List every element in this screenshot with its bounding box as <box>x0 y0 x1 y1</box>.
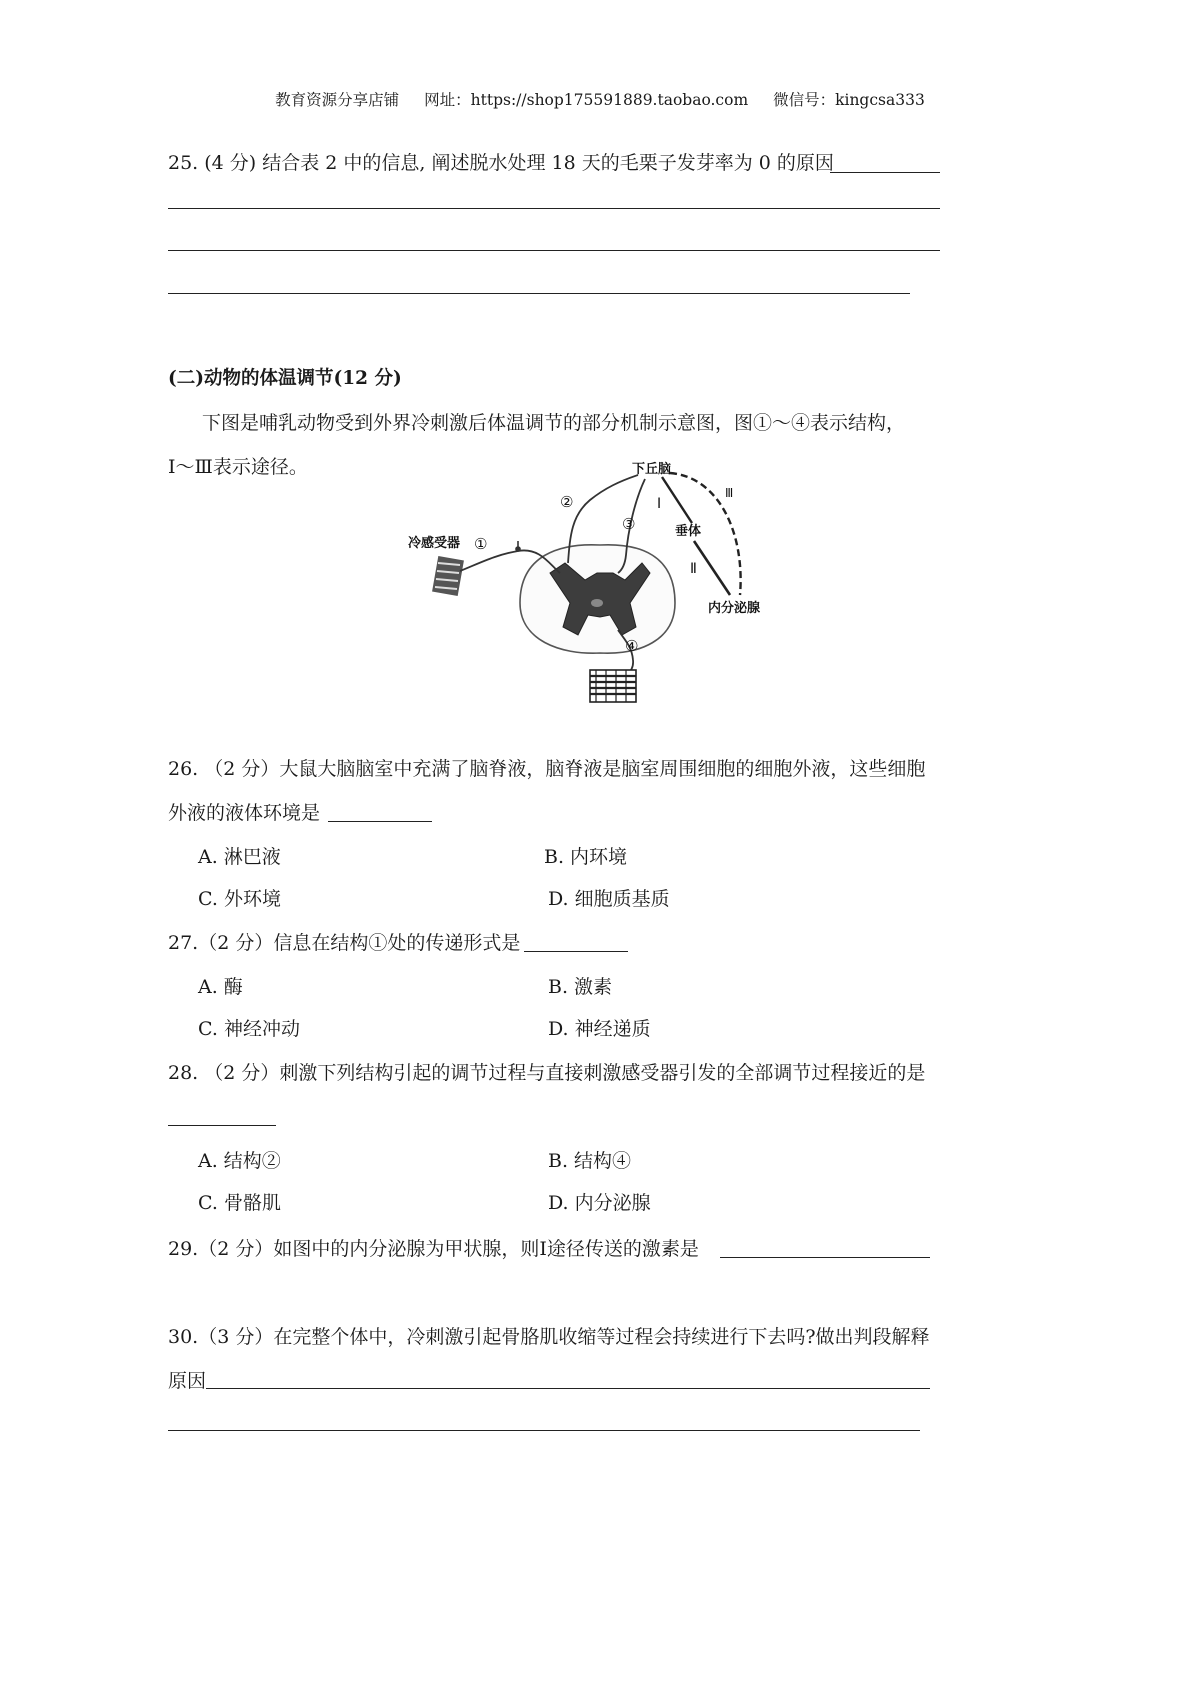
skeletal-muscle <box>590 670 636 702</box>
section-intro-line2: Ⅰ～Ⅲ表示途径。 <box>168 456 308 478</box>
cold-receptor <box>432 556 464 596</box>
option-b[interactable]: B. 结构④ <box>548 1150 632 1172</box>
header-wechat: 微信号：kingcsa333 <box>773 91 925 109</box>
answer-line[interactable] <box>206 1388 930 1389</box>
option-b[interactable]: B. 激素 <box>548 976 613 998</box>
option-a[interactable]: A. 结构② <box>198 1150 281 1172</box>
label-n3: ③ <box>622 515 636 533</box>
option-d[interactable]: D. 内分泌腺 <box>548 1192 651 1214</box>
answer-line[interactable] <box>168 1125 276 1126</box>
answer-line[interactable] <box>168 250 940 251</box>
label-r2: Ⅱ <box>690 561 697 577</box>
label-pituitary: 垂体 <box>675 524 702 539</box>
thermoregulation-diagram <box>400 455 800 715</box>
question-26: 26. （2 分）大鼠大脑脑室中充满了脑脊液，脑脊液是脑室周围细胞的细胞外液，这些细胞 <box>168 758 926 780</box>
header-site: 网址：https://shop175591889.taobao.com <box>424 91 749 109</box>
option-a[interactable]: A. 酶 <box>198 976 243 998</box>
label-r3: Ⅲ <box>725 486 734 500</box>
option-d[interactable]: D. 神经递质 <box>548 1018 651 1040</box>
pathway-2 <box>694 541 730 595</box>
option-c[interactable]: C. 骨骼肌 <box>198 1192 281 1214</box>
answer-line[interactable] <box>524 951 628 952</box>
question-29: 29.（2 分）如图中的内分泌腺为甲状腺，则Ⅰ途径传送的激素是 <box>168 1238 699 1260</box>
option-a[interactable]: A. 淋巴液 <box>198 846 281 868</box>
label-n1: ① <box>474 535 488 553</box>
answer-line[interactable] <box>720 1257 930 1258</box>
question-25: 25. (4 分) 结合表 2 中的信息, 阐述脱水处理 18 天的毛栗子发芽率为 0 的原因 <box>168 152 834 174</box>
answer-line[interactable] <box>168 293 910 294</box>
label-hypothalamus: 下丘脑 <box>632 462 672 477</box>
answer-line[interactable] <box>328 821 432 822</box>
page-header <box>0 88 1200 110</box>
question-30: 30.（3 分）在完整个体中，冷刺激引起骨胳肌收缩等过程会持续进行下去吗?做出判段解释 <box>168 1326 930 1348</box>
question-30-line2: 原因 <box>168 1370 207 1392</box>
question-27: 27.（2 分）信息在结构①处的传递形式是 <box>168 932 521 954</box>
label-n4: ④ <box>625 637 639 655</box>
answer-line[interactable] <box>168 1430 920 1431</box>
label-receptor: 冷感受器 <box>408 536 461 551</box>
answer-line[interactable] <box>830 172 940 173</box>
label-gland: 内分泌腺 <box>708 601 761 616</box>
label-n2: ② <box>560 493 574 511</box>
header-shop: 教育资源分享店铺 <box>275 91 400 109</box>
option-c[interactable]: C. 神经冲动 <box>198 1018 300 1040</box>
pathway-1 <box>662 477 692 523</box>
option-d[interactable]: D. 细胞质基质 <box>548 888 670 910</box>
option-b[interactable]: B. 内环境 <box>544 846 628 868</box>
question-28: 28. （2 分）刺激下列结构引起的调节过程与直接刺激感受器引发的全部调节过程接近的是 <box>168 1062 926 1084</box>
answer-line[interactable] <box>168 208 940 209</box>
question-26-line2: 外液的液体环境是 <box>168 802 321 824</box>
section-title: (二)动物的体温调节(12 分) <box>168 368 402 389</box>
option-c[interactable]: C. 外环境 <box>198 888 281 910</box>
section-intro-line1: 下图是哺乳动物受到外界冷刺激后体温调节的部分机制示意图，图①～④表示结构， <box>202 412 906 434</box>
label-r1: Ⅰ <box>657 496 662 512</box>
